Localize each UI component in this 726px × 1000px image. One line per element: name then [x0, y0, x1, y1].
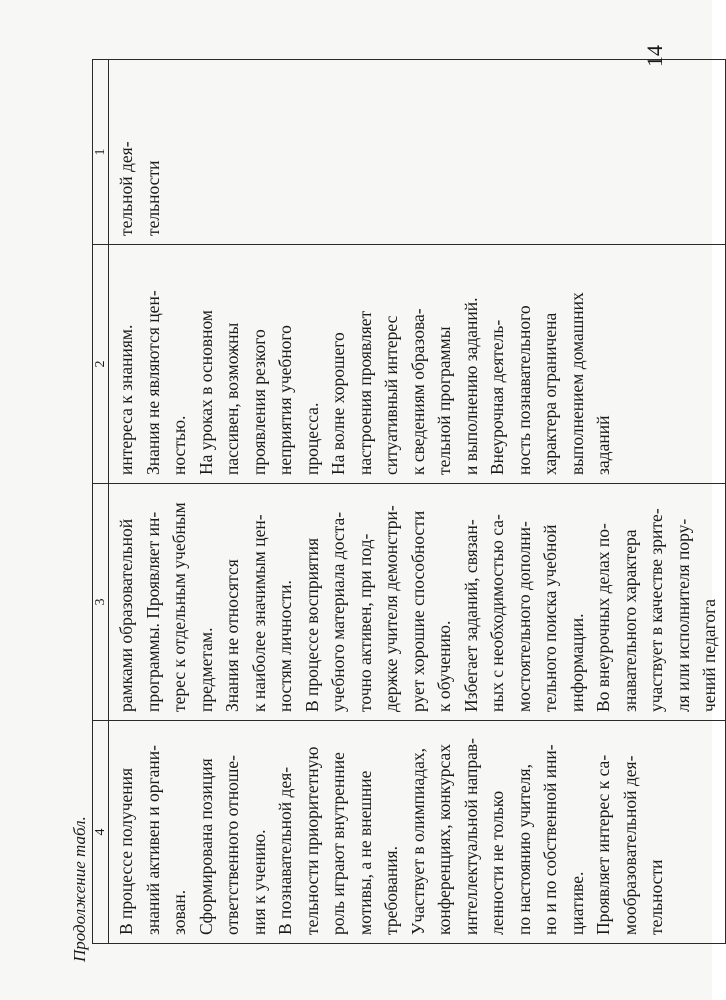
cell-col4: В процессе получения знаний активен и органи- зован. Сформирована позиция ответственного отноше- ния к учению. В познавательной дея- тельности приоритетную роль играют внутренние мотивы, а не внешние требования. Участвует в олимпиадах, конференциях, конкурсах интеллектуальной направ- ленности не только по настоянию учителя, но и по собственной ини- циативе. Проявляет интерес к са- мообразовательной дея- тельности: [109, 721, 726, 944]
page-number: 14: [642, 45, 667, 67]
cell-col2: интереса к знаниям. Знания не являются цен- ностью. На уроках в основном пассивен, возможны проявления резкого неприятия учебного процесса. На волне хорошего настроения проявляет ситуативный интерес к сведениям образова- тельной программы и выполнению заданий. Внеурочная деятель- ность познавательного характера ограничена выполнением домашних заданий: [109, 245, 726, 484]
cell-col3: рамками образовательной программы. Проявляет ин- терес к отдельным учебным предметам. Знания не относятся к наиболее значимым цен- ностям личности. В процессе восприятия учебного материала доста- точно активен, при под- держке учителя демонстри- рует хорошие способности к обучению. Избегает заданий, связан- ных с необходимостью са- мостоятельного дополни- тельного поиска учебной информации. Во внеурочных делах по- знавательного характера участвует в качестве зрите- ля или исполнителя пору- чений педагога: [109, 484, 726, 721]
column-header-4: 4: [93, 721, 109, 944]
cell-col1: тельной дея- тельности: [109, 60, 726, 245]
column-header-2: 2: [93, 245, 109, 484]
table-row: [109, 60, 726, 944]
table-header-row: [93, 60, 109, 944]
table-continuation-caption: Продолжение табл.: [70, 816, 89, 962]
data-table: [92, 59, 726, 944]
column-header-1: 1: [93, 60, 109, 245]
column-header-3: 3: [93, 484, 109, 721]
